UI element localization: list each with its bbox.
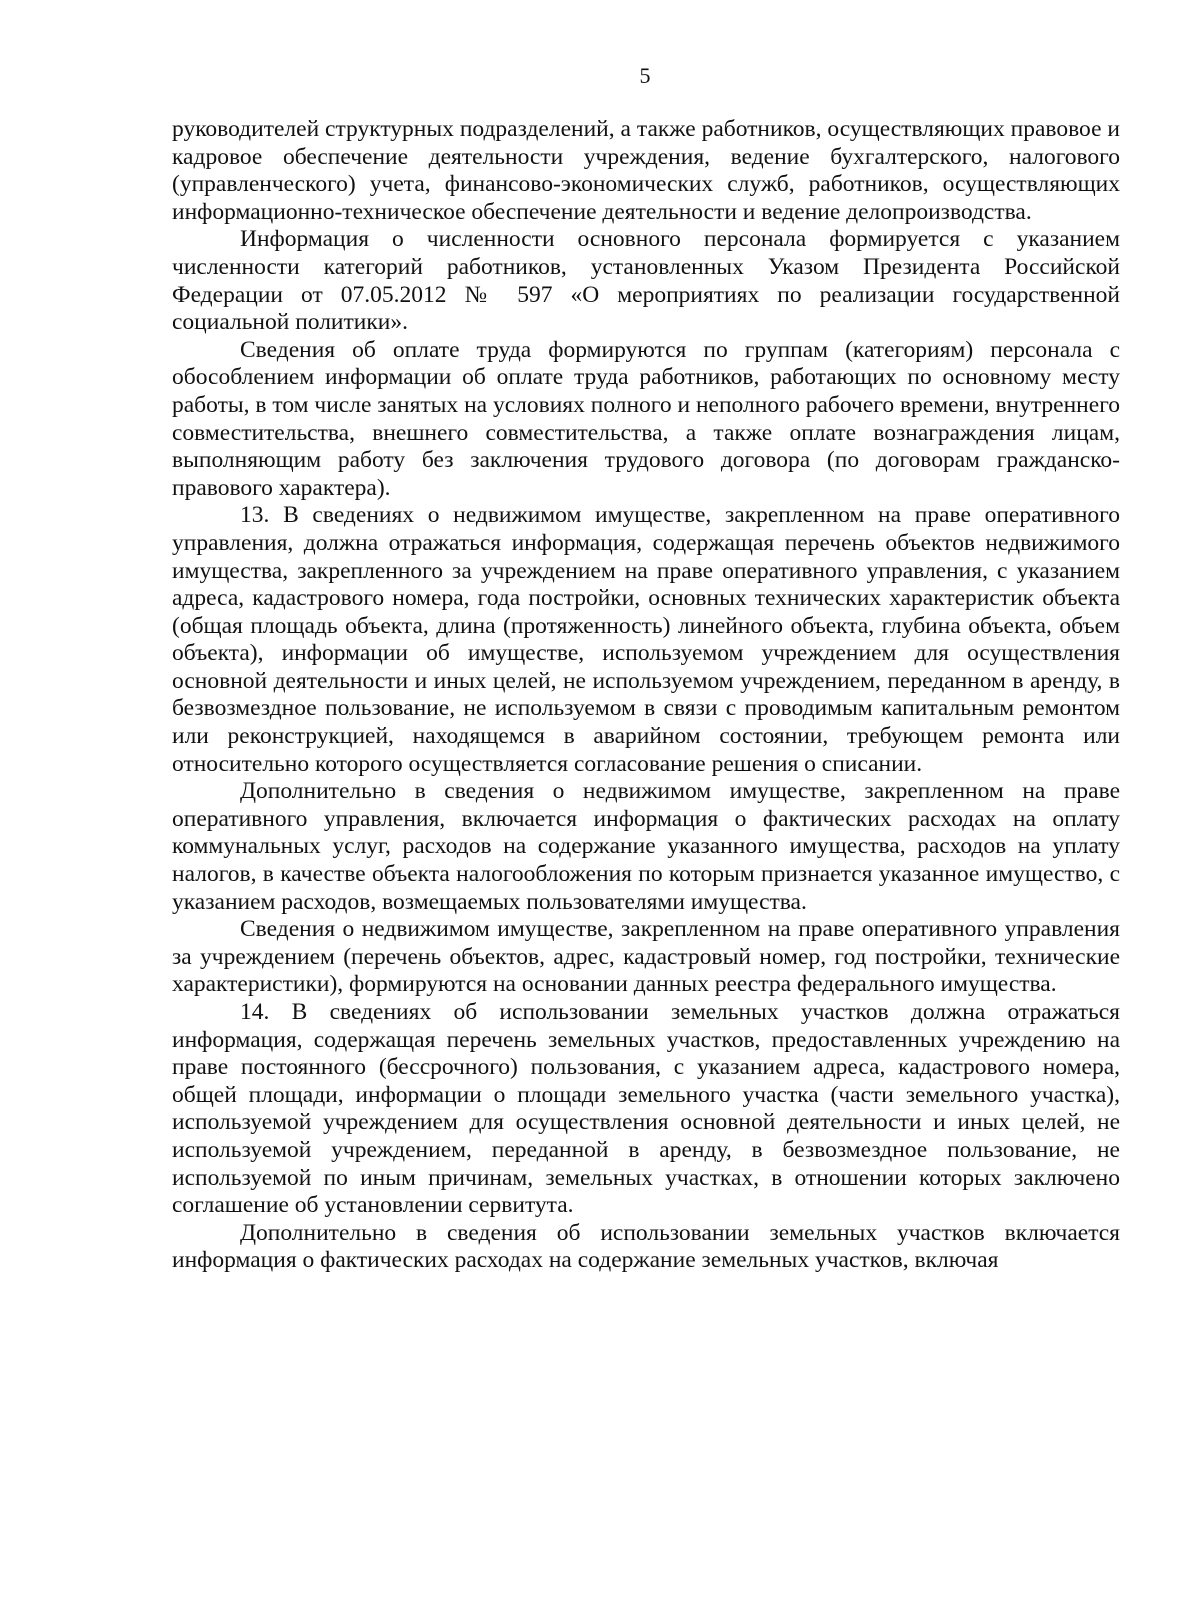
document-body — [172, 116, 1120, 1275]
paragraph-6: Сведения о недвижимом имуществе, закрепленном на праве оперативного управления за учреждением (перечень объектов, адрес, кадастровый номер, год постройки, технические характеристики), формируются на основании данных реестра федерального имущества. — [172, 916, 1120, 998]
paragraph-4-item-13: 13. В сведениях о недвижимом имуществе, закрепленном на праве оперативного управления, должна отражаться информация, содержащая перечень объектов недвижимого имущества, закрепленного за учреждением на праве оперативного управления, с указанием адреса, кадастрового номера, года постройки, основных технических характеристик объекта (общая площадь объекта, длина (протяженность) линейного объекта, глубина объекта, объем объекта), информации об имуществе, используемом учреждением для осуществления основной деятельности и иных целей, не используемом учреждением, переданном в аренду, в безвозмездное пользование, не используемом в связи с проводимым капитальным ремонтом или реконструкцией, находящемся в аварийном состоянии, требующем ремонта или относительно которого осуществляется согласование решения о списании. — [172, 502, 1120, 777]
paragraph-5: Дополнительно в сведения о недвижимом имуществе, закрепленном на праве оперативного управления, включается информация о фактических расходах на оплату коммунальных услуг, расходов на содержание указанного имущества, расходов на уплату налогов, в качестве объекта налогообложения по которым признается указанное имущество, с указанием расходов, возмещаемых пользователями имущества. — [172, 778, 1120, 915]
paragraph-2: Информация о численности основного персонала формируется с указанием численности категорий работников, установленных Указом Президента Российской Федерации от 07.05.2012 № 597 «О мероприятиях по реализации государственной социальной политики». — [172, 226, 1120, 336]
paragraph-8: Дополнительно в сведения об использовании земельных участков включается информация о фактических расходах на содержание земельных участков, включая — [172, 1219, 1120, 1274]
paragraph-1: руководителей структурных подразделений, а также работников, осуществляющих правовое и кадровое обеспечение деятельности учреждения, ведение бухгалтерского, налогового (управленческого) учета, финансово-экономических служб, работников, осуществляющих информационно-техническое обеспечение деятельности и ведение делопроизводства. — [172, 116, 1120, 225]
paragraph-3: Сведения об оплате труда формируются по группам (категориям) персонала с обособлением информации об оплате труда работников, работающих по основному месту работы, в том числе занятых на условиях полного и неполного рабочего времени, внутреннего совместительства, внешнего совместительства, а также оплате вознаграждения лицам, выполняющим работу без заключения трудового договора (по договорам гражданско-правового характера). — [172, 336, 1120, 501]
page-number: 5 — [639, 63, 651, 88]
paragraph-7-item-14: 14. В сведениях об использовании земельных участков должна отражаться информация, содержащая перечень земельных участков, предоставленных учреждению на праве постоянного (бессрочного) пользования, с указанием адреса, кадастрового номера, общей площади, информации о площади земельного участка (части земельного участка), используемой учреждением для осуществления основной деятельности и иных целей, не используемой учреждением, переданной в аренду, в безвозмездное пользование, не используемой по иным причинам, земельных участках, в отношении которых заключено соглашение об установлении сервитута. — [172, 999, 1120, 1219]
